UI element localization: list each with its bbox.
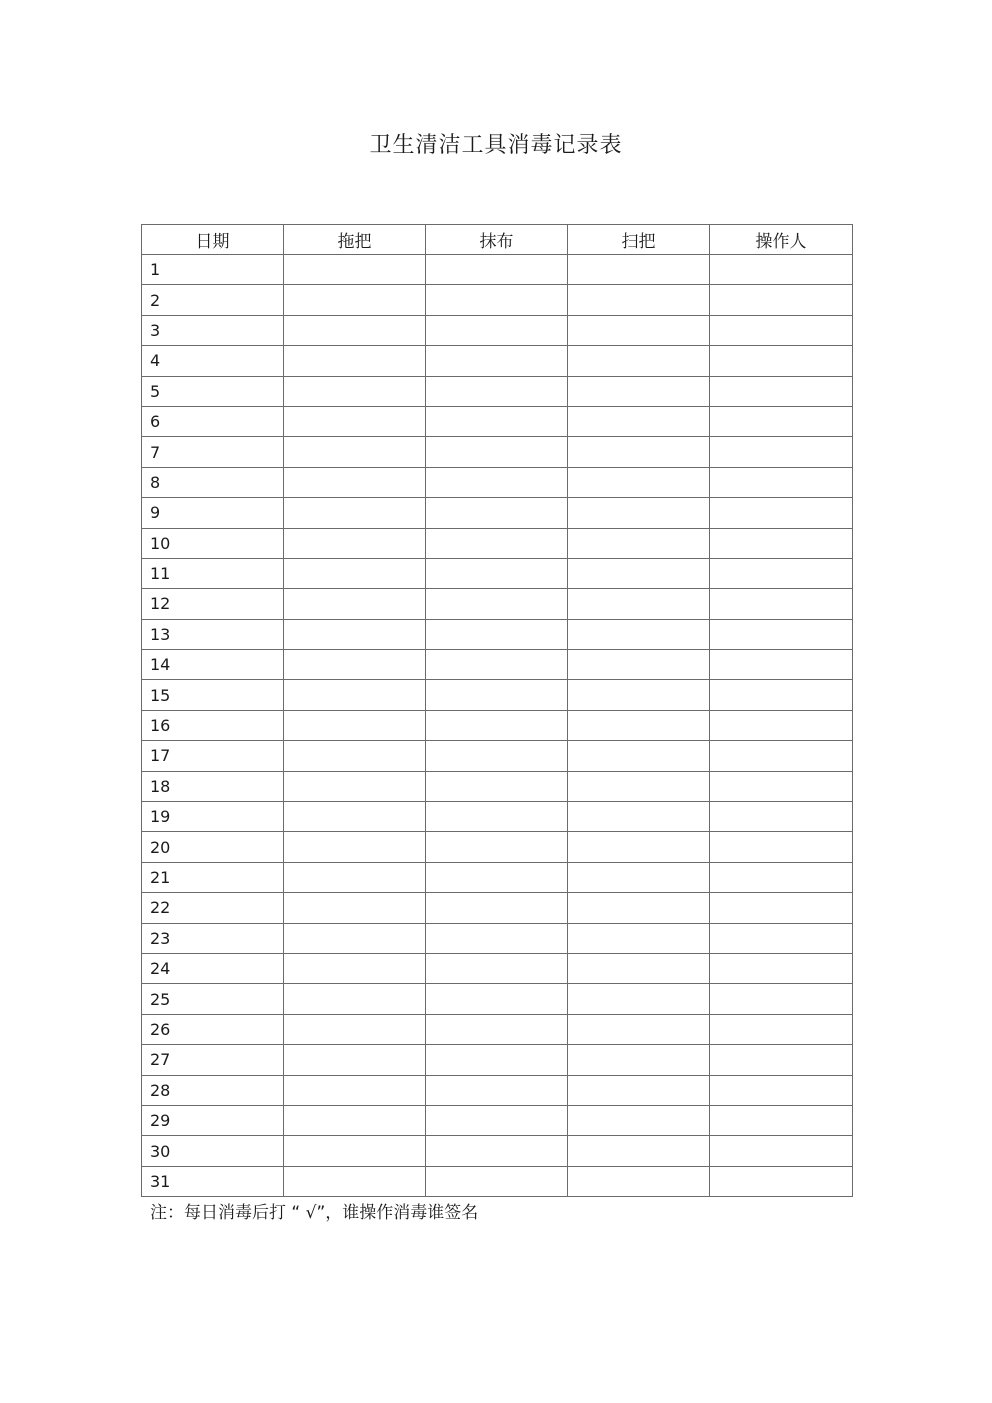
table-row — [142, 680, 853, 710]
operator-cell[interactable] — [710, 741, 853, 771]
table-row — [142, 953, 853, 983]
date-cell: 26 — [142, 1014, 284, 1044]
operator-cell[interactable] — [710, 467, 853, 497]
broom-cell[interactable] — [568, 984, 710, 1014]
date-cell: 25 — [142, 984, 284, 1014]
mop-cell[interactable] — [284, 862, 426, 892]
table-row — [142, 984, 853, 1014]
mop-cell[interactable] — [284, 255, 426, 285]
header-mop: 拖把 — [284, 225, 426, 255]
operator-cell[interactable] — [710, 802, 853, 832]
mop-cell[interactable] — [284, 1105, 426, 1135]
operator-cell[interactable] — [710, 893, 853, 923]
operator-cell[interactable] — [710, 376, 853, 406]
table-row — [142, 1166, 853, 1196]
header-broom: 扫把 — [568, 225, 710, 255]
cloth-cell[interactable] — [426, 710, 568, 740]
date-cell: 30 — [142, 1136, 284, 1166]
mop-cell[interactable] — [284, 1075, 426, 1105]
cloth-cell[interactable] — [426, 862, 568, 892]
mop-cell[interactable] — [284, 406, 426, 436]
record-table — [141, 224, 853, 1197]
operator-cell[interactable] — [710, 315, 853, 345]
broom-cell[interactable] — [568, 1045, 710, 1075]
date-cell: 1 — [142, 255, 284, 285]
operator-cell[interactable] — [710, 710, 853, 740]
date-cell: 3 — [142, 315, 284, 345]
table-row — [142, 1014, 853, 1044]
mop-cell[interactable] — [284, 771, 426, 801]
table-row — [142, 802, 853, 832]
broom-cell[interactable] — [568, 619, 710, 649]
operator-cell[interactable] — [710, 528, 853, 558]
cloth-cell[interactable] — [426, 1075, 568, 1105]
operator-cell[interactable] — [710, 558, 853, 588]
footnote: 注：每日消毒后打 “ √”，谁操作消毒谁签名 — [150, 1203, 479, 1223]
date-cell: 5 — [142, 376, 284, 406]
mop-cell[interactable] — [284, 498, 426, 528]
table-row — [142, 589, 853, 619]
table-row — [142, 315, 853, 345]
cloth-cell[interactable] — [426, 376, 568, 406]
table-row — [142, 346, 853, 376]
cloth-cell[interactable] — [426, 1014, 568, 1044]
table-row — [142, 741, 853, 771]
header-date: 日期 — [142, 225, 284, 255]
date-cell: 20 — [142, 832, 284, 862]
table-row — [142, 923, 853, 953]
operator-cell[interactable] — [710, 862, 853, 892]
cloth-cell[interactable] — [426, 802, 568, 832]
operator-cell[interactable] — [710, 255, 853, 285]
operator-cell[interactable] — [710, 923, 853, 953]
broom-cell[interactable] — [568, 680, 710, 710]
broom-cell[interactable] — [568, 710, 710, 740]
operator-cell[interactable] — [710, 771, 853, 801]
date-cell: 9 — [142, 498, 284, 528]
operator-cell[interactable] — [710, 1014, 853, 1044]
cloth-cell[interactable] — [426, 467, 568, 497]
table-row — [142, 1045, 853, 1075]
table-row — [142, 771, 853, 801]
broom-cell[interactable] — [568, 923, 710, 953]
cloth-cell[interactable] — [426, 558, 568, 588]
cloth-cell[interactable] — [426, 893, 568, 923]
mop-cell[interactable] — [284, 953, 426, 983]
date-cell: 2 — [142, 285, 284, 315]
table-row — [142, 862, 853, 892]
operator-cell[interactable] — [710, 1166, 853, 1196]
header-operator: 操作人 — [710, 225, 853, 255]
date-cell: 11 — [142, 558, 284, 588]
operator-cell[interactable] — [710, 406, 853, 436]
date-cell: 13 — [142, 619, 284, 649]
date-cell: 7 — [142, 437, 284, 467]
date-cell: 17 — [142, 741, 284, 771]
date-cell: 6 — [142, 406, 284, 436]
cloth-cell[interactable] — [426, 498, 568, 528]
operator-cell[interactable] — [710, 984, 853, 1014]
table-row — [142, 710, 853, 740]
mop-cell[interactable] — [284, 467, 426, 497]
date-cell: 29 — [142, 1105, 284, 1135]
table-row — [142, 1075, 853, 1105]
cloth-cell[interactable] — [426, 406, 568, 436]
cloth-cell[interactable] — [426, 1166, 568, 1196]
operator-cell[interactable] — [710, 285, 853, 315]
table-body — [142, 255, 853, 1197]
broom-cell[interactable] — [568, 558, 710, 588]
broom-cell[interactable] — [568, 376, 710, 406]
table-row — [142, 376, 853, 406]
date-cell: 27 — [142, 1045, 284, 1075]
broom-cell[interactable] — [568, 953, 710, 983]
table-row — [142, 832, 853, 862]
broom-cell[interactable] — [568, 650, 710, 680]
operator-cell[interactable] — [710, 1075, 853, 1105]
cloth-cell[interactable] — [426, 984, 568, 1014]
table-row — [142, 406, 853, 436]
date-cell: 21 — [142, 862, 284, 892]
mop-cell[interactable] — [284, 802, 426, 832]
broom-cell[interactable] — [568, 406, 710, 436]
date-cell: 28 — [142, 1075, 284, 1105]
broom-cell[interactable] — [568, 832, 710, 862]
mop-cell[interactable] — [284, 1014, 426, 1044]
date-cell: 19 — [142, 802, 284, 832]
date-cell: 15 — [142, 680, 284, 710]
cloth-cell[interactable] — [426, 619, 568, 649]
cloth-cell[interactable] — [426, 1136, 568, 1166]
cloth-cell[interactable] — [426, 528, 568, 558]
broom-cell[interactable] — [568, 1136, 710, 1166]
mop-cell[interactable] — [284, 346, 426, 376]
date-cell: 24 — [142, 953, 284, 983]
operator-cell[interactable] — [710, 650, 853, 680]
broom-cell[interactable] — [568, 315, 710, 345]
table-row — [142, 893, 853, 923]
cloth-cell[interactable] — [426, 315, 568, 345]
table-row — [142, 1136, 853, 1166]
cloth-cell[interactable] — [426, 650, 568, 680]
broom-cell[interactable] — [568, 771, 710, 801]
broom-cell[interactable] — [568, 255, 710, 285]
date-cell: 12 — [142, 589, 284, 619]
mop-cell[interactable] — [284, 893, 426, 923]
cloth-cell[interactable] — [426, 255, 568, 285]
mop-cell[interactable] — [284, 1166, 426, 1196]
mop-cell[interactable] — [284, 984, 426, 1014]
broom-cell[interactable] — [568, 1075, 710, 1105]
broom-cell[interactable] — [568, 589, 710, 619]
broom-cell[interactable] — [568, 862, 710, 892]
broom-cell[interactable] — [568, 741, 710, 771]
page-title: 卫生清洁工具消毒记录表 — [369, 133, 623, 158]
table-row — [142, 498, 853, 528]
cloth-cell[interactable] — [426, 771, 568, 801]
broom-cell[interactable] — [568, 437, 710, 467]
cloth-cell[interactable] — [426, 832, 568, 862]
table-row — [142, 255, 853, 285]
date-cell: 8 — [142, 467, 284, 497]
operator-cell[interactable] — [710, 498, 853, 528]
operator-cell[interactable] — [710, 680, 853, 710]
operator-cell[interactable] — [710, 619, 853, 649]
broom-cell[interactable] — [568, 467, 710, 497]
mop-cell[interactable] — [284, 923, 426, 953]
broom-cell[interactable] — [568, 528, 710, 558]
date-cell: 16 — [142, 710, 284, 740]
broom-cell[interactable] — [568, 1014, 710, 1044]
mop-cell[interactable] — [284, 650, 426, 680]
operator-cell[interactable] — [710, 1136, 853, 1166]
mop-cell[interactable] — [284, 437, 426, 467]
mop-cell[interactable] — [284, 589, 426, 619]
mop-cell[interactable] — [284, 1136, 426, 1166]
broom-cell[interactable] — [568, 802, 710, 832]
date-cell: 22 — [142, 893, 284, 923]
cloth-cell[interactable] — [426, 1105, 568, 1135]
mop-cell[interactable] — [284, 528, 426, 558]
cloth-cell[interactable] — [426, 589, 568, 619]
date-cell: 23 — [142, 923, 284, 953]
cloth-cell[interactable] — [426, 1045, 568, 1075]
mop-cell[interactable] — [284, 832, 426, 862]
operator-cell[interactable] — [710, 953, 853, 983]
header-cloth: 抹布 — [426, 225, 568, 255]
header-row — [142, 225, 853, 255]
table-row — [142, 467, 853, 497]
table-row — [142, 285, 853, 315]
mop-cell[interactable] — [284, 680, 426, 710]
cloth-cell[interactable] — [426, 285, 568, 315]
operator-cell[interactable] — [710, 1045, 853, 1075]
operator-cell[interactable] — [710, 1105, 853, 1135]
broom-cell[interactable] — [568, 1105, 710, 1135]
mop-cell[interactable] — [284, 285, 426, 315]
broom-cell[interactable] — [568, 285, 710, 315]
date-cell: 31 — [142, 1166, 284, 1196]
cloth-cell[interactable] — [426, 680, 568, 710]
table-row — [142, 528, 853, 558]
broom-cell[interactable] — [568, 498, 710, 528]
broom-cell[interactable] — [568, 346, 710, 376]
operator-cell[interactable] — [710, 346, 853, 376]
operator-cell[interactable] — [710, 437, 853, 467]
mop-cell[interactable] — [284, 558, 426, 588]
broom-cell[interactable] — [568, 1166, 710, 1196]
table-row — [142, 1105, 853, 1135]
mop-cell[interactable] — [284, 376, 426, 406]
mop-cell[interactable] — [284, 315, 426, 345]
mop-cell[interactable] — [284, 619, 426, 649]
date-cell: 14 — [142, 650, 284, 680]
table-row — [142, 437, 853, 467]
mop-cell[interactable] — [284, 1045, 426, 1075]
date-cell: 18 — [142, 771, 284, 801]
table-row — [142, 650, 853, 680]
table-row — [142, 558, 853, 588]
broom-cell[interactable] — [568, 893, 710, 923]
cloth-cell[interactable] — [426, 953, 568, 983]
table-row — [142, 619, 853, 649]
date-cell: 4 — [142, 346, 284, 376]
mop-cell[interactable] — [284, 741, 426, 771]
date-cell: 10 — [142, 528, 284, 558]
cloth-cell[interactable] — [426, 923, 568, 953]
cloth-cell[interactable] — [426, 741, 568, 771]
cloth-cell[interactable] — [426, 437, 568, 467]
operator-cell[interactable] — [710, 832, 853, 862]
operator-cell[interactable] — [710, 589, 853, 619]
mop-cell[interactable] — [284, 710, 426, 740]
cloth-cell[interactable] — [426, 346, 568, 376]
